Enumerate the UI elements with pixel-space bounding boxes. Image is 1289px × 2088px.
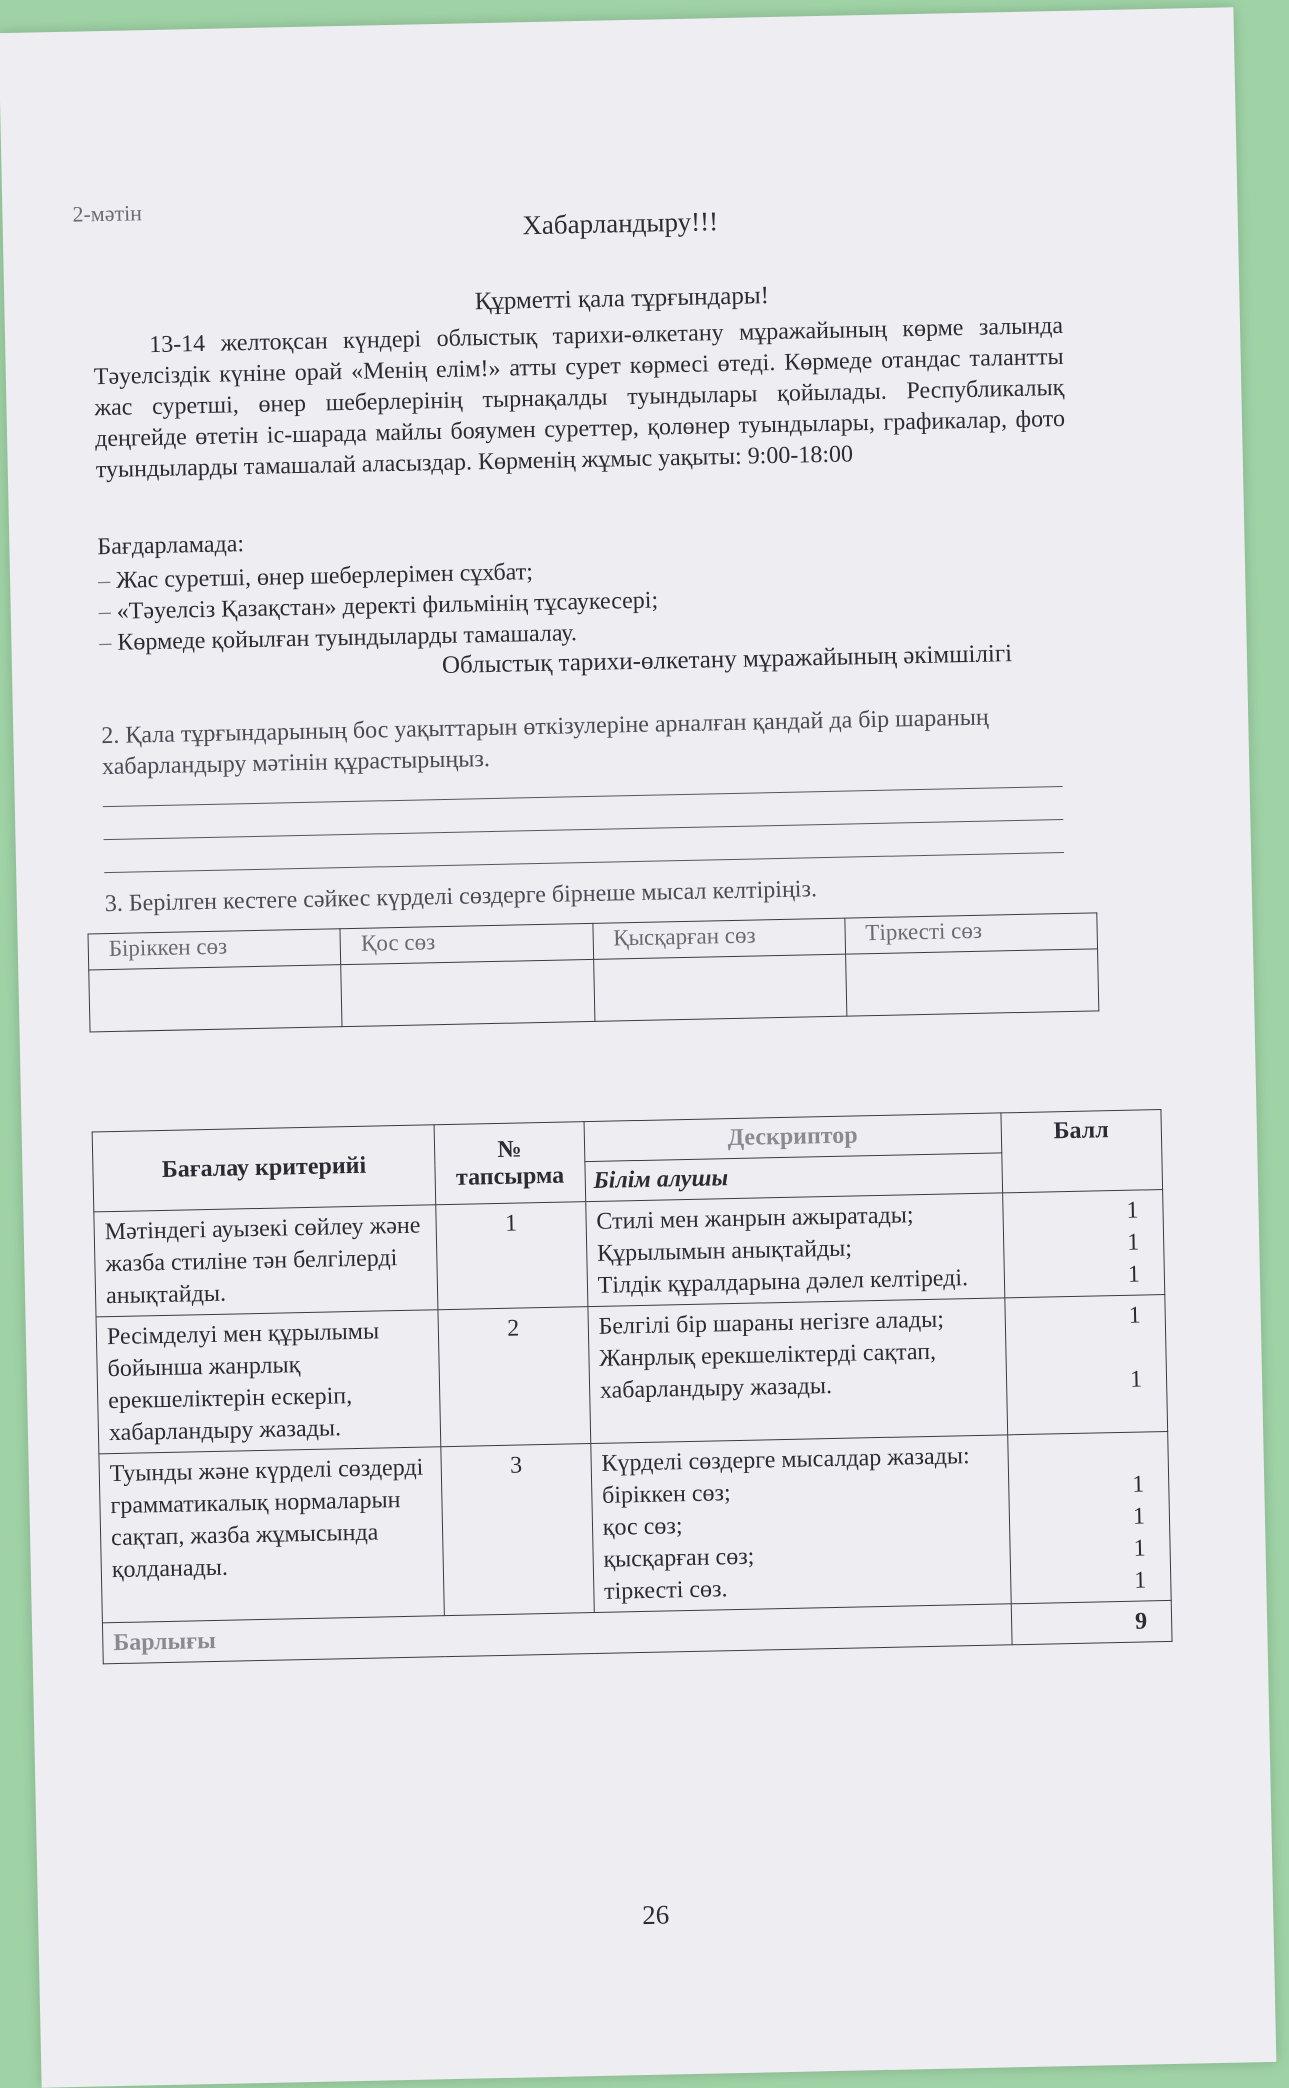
header-learner: Білім алушы [585, 1153, 1003, 1202]
announcement-paragraph: 13-14 желтоқсан күндері облыстық тарихи-өлкетану мұражайының көрме залында Тәуелсіздік күніне орай «Менің елім!» атты сурет көрмесі өтеді. Көрмеде отандас талантты жас суретші, өнер шеберлерінің тырнақалды туындылары қойылады. Республикалық деңгейде өтетін іс-шарада майлы бояумен суреттер, қолөнер туындылары, графикалар, фото туындыларды тамашалай аласыздар. Көрменің жұмыс уақыты: 9:00-18:00 [93, 312, 1066, 484]
header-task-number: № тапсырма [434, 1122, 585, 1205]
table-row [96, 1295, 1168, 1454]
descriptor-line: қос сөз; [602, 1513, 683, 1541]
table-row [99, 1431, 1171, 1622]
descriptor-cell [585, 1193, 1004, 1307]
criterion-cell: Ресімделуі мен құрылымы бойынша жанрлық ерекшеліктерін ескеріп, хабарландыру жазады. [96, 1310, 441, 1454]
task-number-cell: 2 [438, 1307, 590, 1447]
score-cell [1004, 1295, 1167, 1435]
signature: Облыстық тарихи-өлкетану мұражайының әкімшілігі [441, 640, 1013, 680]
page-number: 26 [641, 1899, 670, 1931]
program-item: – «Тәуелсіз Қазақстан» деректі фильмінің тұсаукесері; [98, 585, 658, 628]
score-value: 1 [1128, 1302, 1141, 1329]
header-compound-word: Біріккен сөз [88, 929, 341, 970]
greeting: Құрметті қала тұрғындары! [474, 282, 770, 316]
answer-cell[interactable] [341, 959, 594, 1026]
answer-line [103, 786, 1063, 807]
header-score: Балл [1001, 1110, 1163, 1193]
header-paired-word: Қос сөз [340, 923, 593, 964]
answer-line [104, 852, 1064, 873]
document-page [0, 7, 1276, 2087]
descriptor-line: Жанрлық ерекшеліктерді сақтап, хабарландыру жазады. [598, 1338, 937, 1404]
score-value: 1 [1126, 1229, 1140, 1256]
answer-cell[interactable] [845, 949, 1098, 1016]
score-value: 1 [1132, 1503, 1146, 1530]
descriptor-cell [588, 1298, 1008, 1444]
score-cell [1002, 1190, 1165, 1298]
total-label: Барлығы [102, 1604, 1011, 1664]
score-value: 1 [1127, 1261, 1141, 1288]
score-value: 1 [1126, 1197, 1139, 1224]
header-phrase-word: Тіркесті сөз [845, 913, 1098, 954]
task-number-cell: 1 [436, 1202, 588, 1310]
descriptor-line: Құрылымын анықтайды; [596, 1235, 853, 1267]
header-descriptor: Дескриптор [584, 1113, 1002, 1162]
assessment-criteria-table [92, 1109, 1173, 1664]
program-list [98, 554, 659, 659]
task-2: 2. Қала тұрғындарының бос уақыттарын өткізулеріне арналған қандай да бір шараның хабарландыру мәтінін құрастырыңыз. [101, 704, 989, 781]
descriptor-cell [591, 1435, 1011, 1613]
criterion-cell: Туынды және күрделі сөздерді грамматикалық нормаларын сақтап, жазба жұмысында қолданады. [99, 1447, 445, 1623]
descriptor-line: біріккен сөз; [601, 1480, 731, 1509]
program-item: – Жас суретші, өнер шеберлерімен сұхбат; [98, 554, 658, 597]
score-value: 1 [1131, 1471, 1145, 1498]
answer-line [104, 819, 1064, 840]
descriptor-line: Белгілі бір шараны негізге алады; [598, 1306, 945, 1340]
header-criterion: Бағалау критерийі [92, 1125, 436, 1212]
program-title: Бағдарламада: [97, 531, 245, 561]
text-label: 2-мәтін [72, 200, 143, 227]
score-value: 1 [1129, 1366, 1143, 1393]
task-3: 3. Берілген кестеге сәйкес күрделі сөздерге бірнеше мысал келтіріңіз. [104, 876, 818, 918]
score-cell [1007, 1431, 1171, 1603]
announcement-title: Хабарландыру!!! [522, 206, 719, 241]
total-score: 9 [1011, 1600, 1172, 1644]
descriptor-line: қысқарған сөз; [603, 1543, 755, 1573]
descriptor-line: тіркесті сөз. [603, 1576, 728, 1605]
score-value: 1 [1134, 1567, 1147, 1594]
score-value [1018, 1436, 1144, 1471]
header-abbreviated-word: Қысқарған сөз [592, 918, 845, 959]
task-number-cell: 3 [441, 1444, 594, 1616]
descriptor-line: Стилі мен жанрын ажыратады; [596, 1202, 914, 1235]
program-item: – Көрмеде қойылған туындыларды тамашалау. [99, 616, 659, 659]
answer-cell[interactable] [593, 954, 846, 1021]
compound-words-table [87, 912, 1099, 1032]
descriptor-line: Күрделі сөздерге мысалдар жазады: [601, 1443, 970, 1477]
criterion-cell: Мәтіндегі ауызекі сөйлеу және жазба стиліне тән белгілерді анықтайды. [94, 1205, 438, 1317]
score-value: 1 [1133, 1535, 1146, 1562]
answer-cell[interactable] [89, 965, 342, 1032]
descriptor-line: Тілдік құралдарына дәлел келтіреді. [597, 1265, 969, 1299]
